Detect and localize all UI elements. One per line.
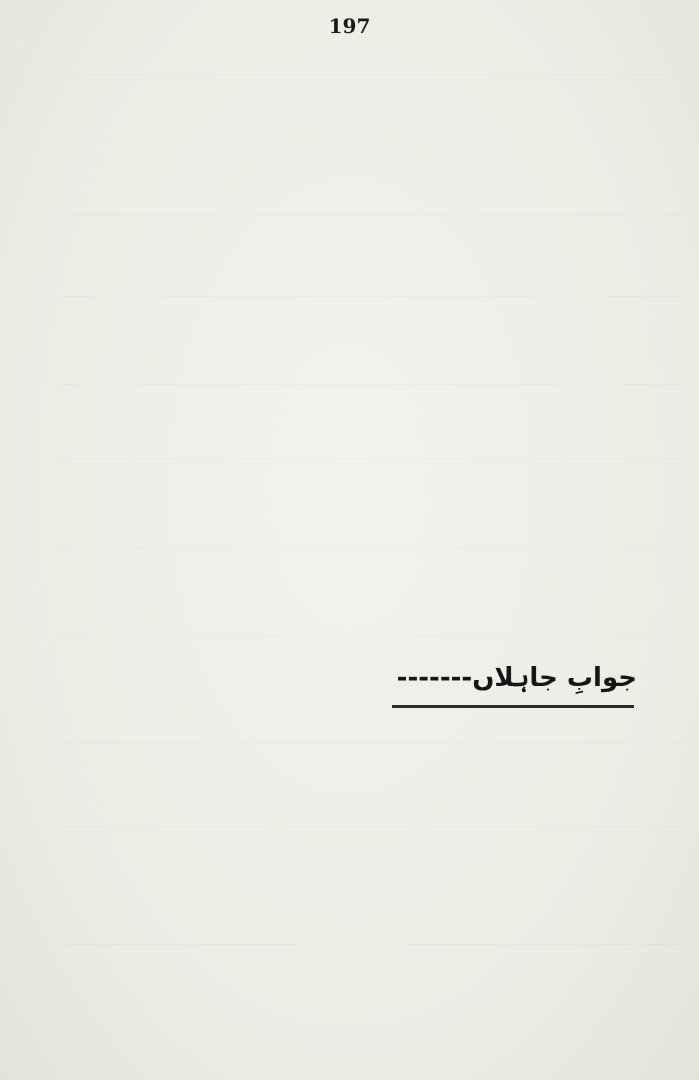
- bleed-through-line: [60, 296, 685, 297]
- page-number: 197: [328, 14, 371, 38]
- bleed-through-line: [60, 944, 685, 945]
- bleed-through-line: [60, 458, 685, 459]
- bleed-through-line: [60, 384, 685, 385]
- bleed-through-line: [60, 826, 685, 827]
- heading-underline: [392, 705, 634, 708]
- section-heading: جوابِ جاہلاں-------: [396, 663, 637, 693]
- bleed-through-line: [60, 636, 685, 637]
- bleed-through-line: [60, 548, 685, 549]
- bleed-through-line: [60, 742, 685, 743]
- bleed-through-line: [60, 214, 685, 215]
- bleed-through-line: [60, 74, 685, 75]
